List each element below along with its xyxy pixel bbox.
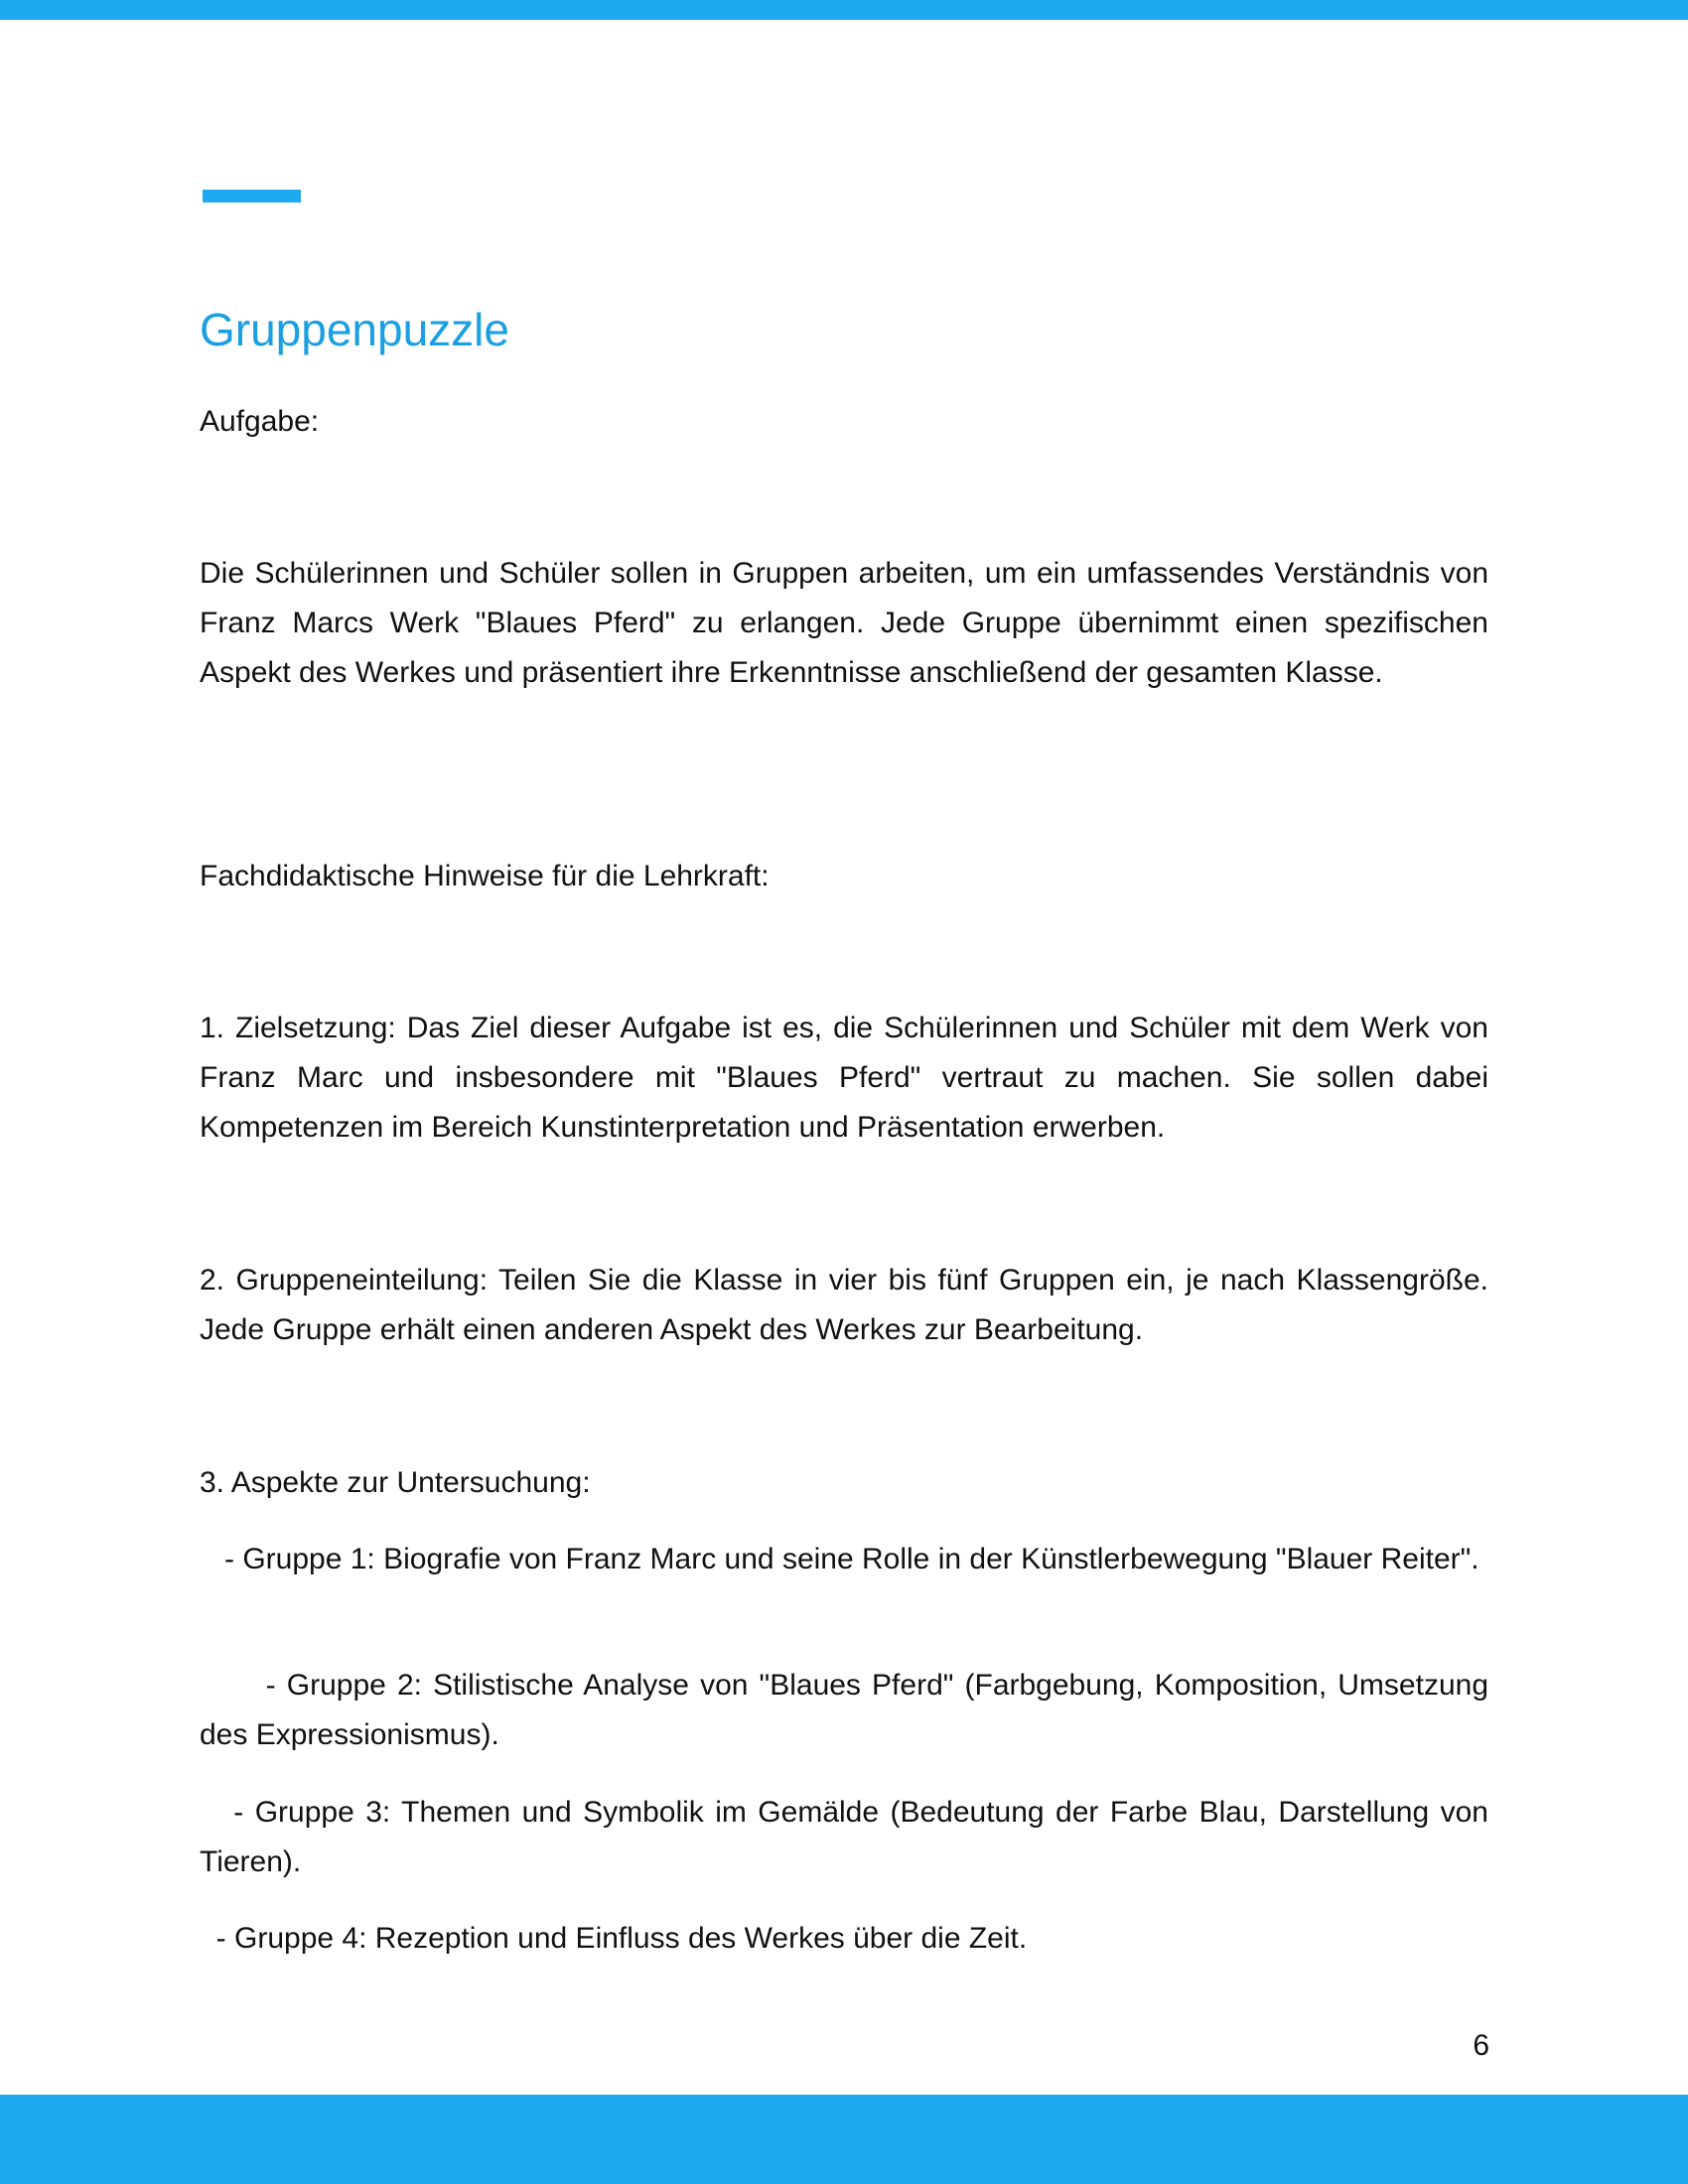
hint-point-3-label: 3. Aspekte zur Untersuchung: [200,1466,591,1499]
task-paragraph: Die Schülerinnen und Schüler sollen in Gruppen arbeiten, um ein umfassendes Verständnis von Franz Marcs Werk "Blaues Pferd" zu erlangen. Jede Gruppe übernimmt einen spezifischen Aspekt des Werkes und präsentiert ihre Erkenntnisse anschließend der gesamten Klasse. [200,557,1488,689]
hint-point-2: 2. Gruppeneinteilung: Teilen Sie die Klasse in vier bis fünf Gruppen ein, je nach Klassengröße. Jede Gruppe erhält einen anderen Aspekt des Werkes zur Bearbeitung. [200,1264,1488,1346]
page-title: Gruppenpuzzle [200,304,509,355]
page-number: 6 [1473,2029,1489,2062]
hint-point-1: 1. Zielsetzung: Das Ziel dieser Aufgabe ist es, die Schülerinnen und Schüler mit dem Werk von Franz Marc und insbesondere mit "Blaues Pferd" vertraut zu machen. Sie sollen dabei Kompetenzen im Bereich Kunstinterpretation und Präsentation erwerben. [200,1012,1488,1144]
bottom-accent-bar [0,2095,1688,2184]
top-accent-bar [0,0,1688,20]
title-accent-dash [203,190,301,203]
hints-label: Fachdidaktische Hinweise für die Lehrkraft: [200,860,770,892]
group-item-1: - Gruppe 1: Biografie von Franz Marc und seine Rolle in der Künstlerbewegung "Blauer Reiter". [200,1543,1479,1575]
group-item-4: - Gruppe 4: Rezeption und Einfluss des Werkes über die Zeit. [200,1922,1028,1955]
group-item-2: - Gruppe 2: Stilistische Analyse von "Blaues Pferd" (Farbgebung, Komposition, Umsetzung des Expressionismus). [200,1669,1497,1751]
task-label: Aufgabe: [200,405,320,438]
group-item-3: - Gruppe 3: Themen und Symbolik im Gemälde (Bedeutung der Farbe Blau, Darstellung von Tieren). [200,1796,1496,1878]
